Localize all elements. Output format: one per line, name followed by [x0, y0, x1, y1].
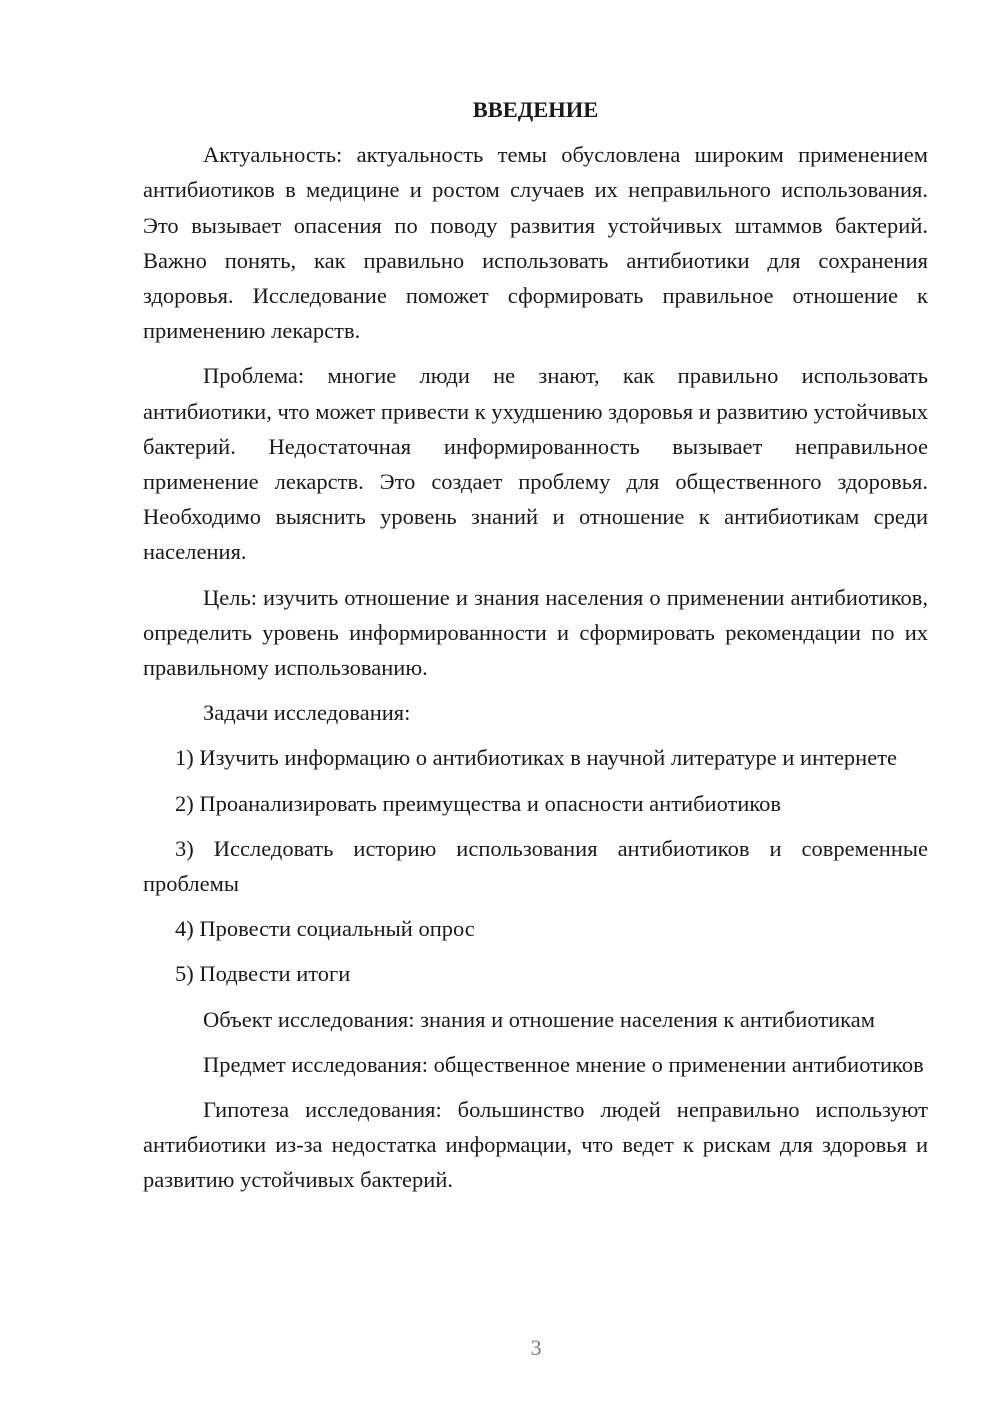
- task-list-item: 5) Подвести итоги: [175, 961, 351, 987]
- paragraph-subject: Предмет исследования: общественное мнение о применении антибиотиков: [203, 1051, 924, 1077]
- paragraph-problem: Проблема: многие люди не знают, как правильно использовать антибиотики, что может привести к ухудшению здоровья и развитию устойчивых бактерий. Недостаточная информированность вызывает неправильное применение лекарств. Это создает проблему для общественного здоровья. Необходимо выяснить уровень знаний и отношение к антибиотикам среди населения.: [143, 363, 928, 565]
- paragraph-goal: Цель: изучить отношение и знания населения о применении антибиотиков, определить уровень информированности и сформировать рекомендации по их правильному использованию.: [143, 584, 928, 681]
- task-list-item: 4) Провести социальный опрос: [175, 916, 475, 942]
- task-list-item: 1) Изучить информацию о антибиотиках в научной литературе и интернете: [175, 745, 898, 771]
- page-content: [143, 92, 928, 1208]
- task-list-item: 3) Исследовать историю использования антибиотиков и современные проблемы: [143, 835, 928, 897]
- section-title: ВВЕДЕНИЕ: [472, 97, 599, 122]
- paragraph-relevance: Актуальность: актуальность темы обусловлена широким применением антибиотиков в медицине и ростом случаев их неправильного использования. Это вызывает опасения по поводу развития устойчивых штаммов бактерий. Важно понять, как правильно использовать антибиотики для сохранения здоровья. Исследование поможет сформировать правильное отношение к применению лекарств.: [143, 142, 928, 344]
- task-list-item: 2) Проанализировать преимущества и опасности антибиотиков: [175, 790, 782, 816]
- paragraph-object: Объект исследования: знания и отношение населения к антибиотикам: [203, 1006, 875, 1032]
- paragraph-hypothesis: Гипотеза исследования: большинство людей неправильно используют антибиотики из-за недостатка информации, что ведет к рискам для здоровья и развитию устойчивых бактерий.: [143, 1097, 928, 1193]
- page-number: 3: [530, 1335, 542, 1360]
- paragraph-tasks-heading: Задачи исследования:: [203, 700, 411, 726]
